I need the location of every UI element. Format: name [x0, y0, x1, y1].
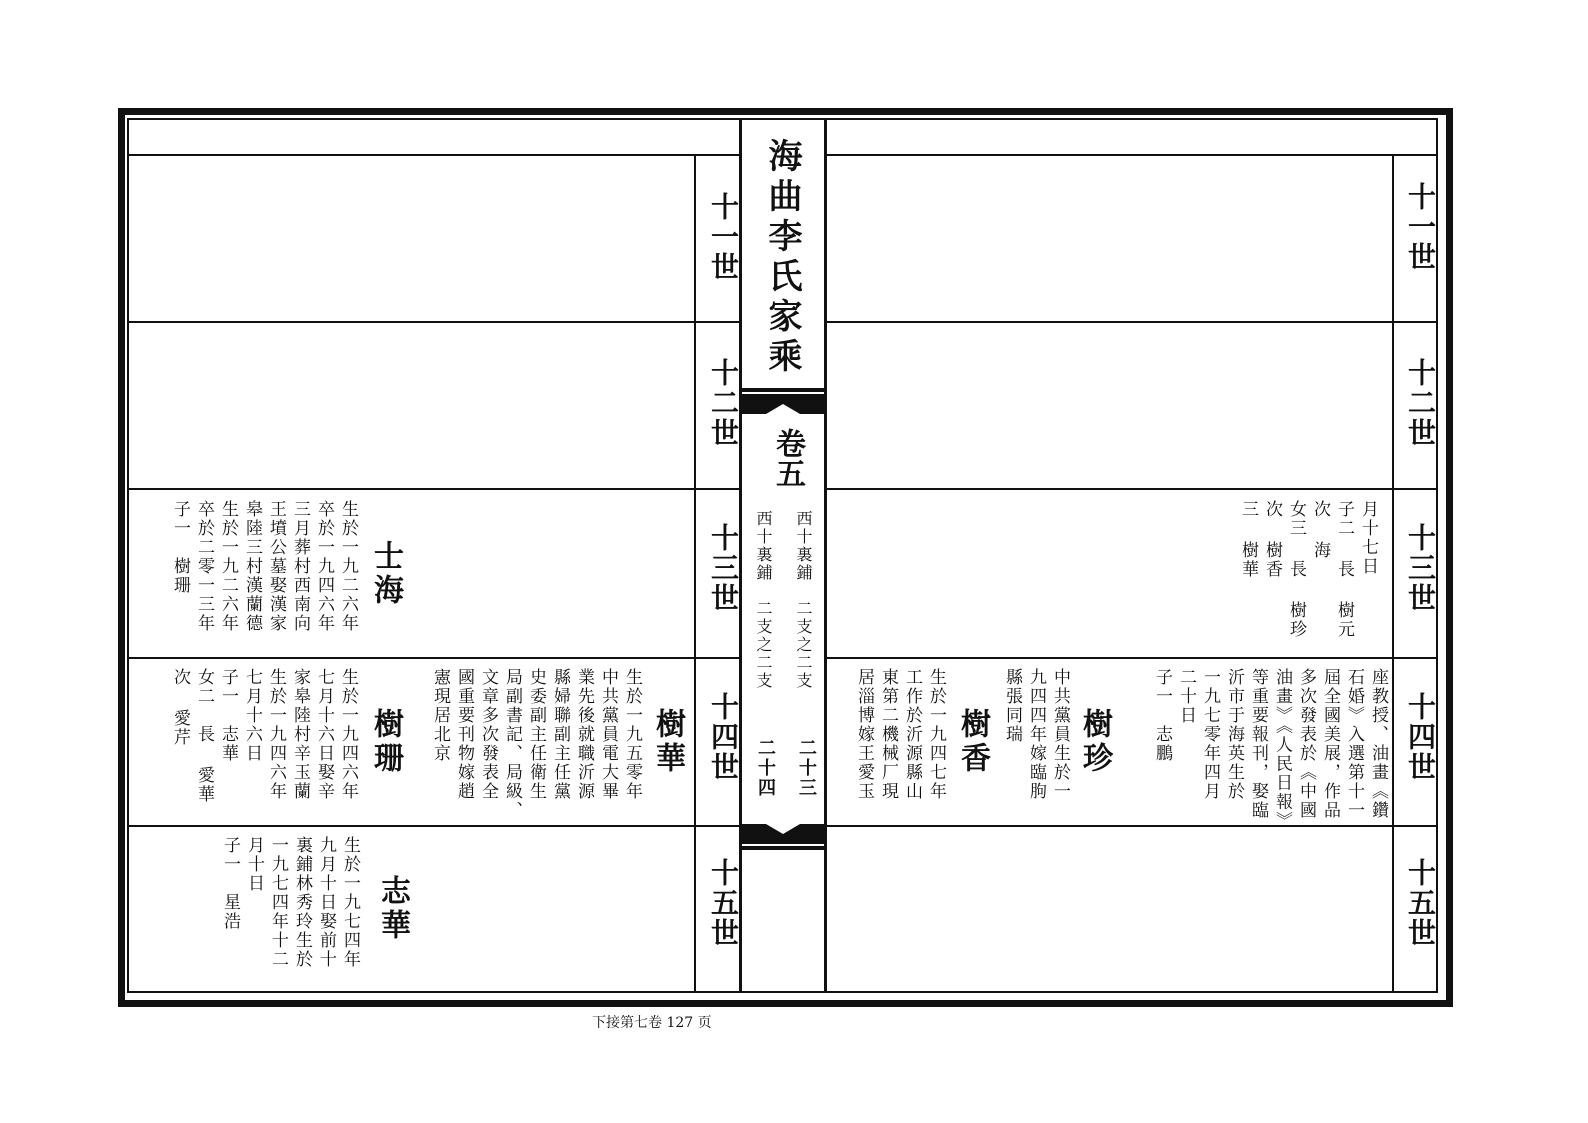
left-gen-11: 十一世 [707, 192, 740, 282]
spine-fishtail-bottom [742, 820, 824, 850]
branch-left-page: 二十四 [755, 738, 776, 798]
branch-right: 西十裏鋪 二支之二支 [794, 510, 813, 690]
left-row-line-3 [129, 657, 741, 659]
right-gen-14: 十四世 [1404, 692, 1437, 782]
right-row-line-2 [825, 488, 1437, 490]
branch-right-page: 二十三 [796, 738, 817, 798]
left-gen-15: 十五世 [707, 858, 740, 948]
right-gen-13: 十三世 [1404, 523, 1437, 613]
bio-line: 二十日 [1176, 668, 1196, 725]
page-footer: 下接第七卷 127 页 [592, 1015, 712, 1031]
right-gen-15: 十五世 [1404, 858, 1437, 948]
bio-line: 憲現居北京 [430, 668, 450, 763]
bio-line: 月十日 [244, 836, 264, 893]
person-name-shuhua: 樹華 [650, 708, 685, 776]
bio-line: 屆全國美展，作品 [1320, 668, 1340, 820]
bio-line: 子一 樹珊 [170, 500, 190, 595]
bio-line: 子一 星浩 [220, 836, 240, 931]
bio-line: 局副書記、局級、 [502, 668, 522, 820]
bio-line: 家皋陸村辛玉蘭 [290, 668, 310, 801]
bio-line: 三月葬村西南向 [290, 500, 310, 633]
person-name-shuxiang: 樹香 [955, 708, 990, 776]
right-gen-column-line [1392, 154, 1394, 993]
bio-line: 文章多次發表全 [478, 668, 498, 801]
book-title: 海曲李氏家乘 [762, 138, 802, 378]
bio-line: 生於一九四六年 [266, 668, 286, 801]
shuzhen-bio [1000, 668, 1072, 818]
left-header-line [129, 154, 741, 156]
bio-line: 沂市于海英生於 [1224, 668, 1244, 801]
right-row-line-1 [825, 321, 1437, 323]
bio-line: 生於一九四七年 [926, 668, 946, 801]
shuxiang-bio [852, 668, 948, 818]
right-header-line [825, 154, 1437, 156]
bio-line: 裏鋪林秀玲生於 [292, 836, 312, 969]
bio-line: 女二 長 愛華 [194, 668, 214, 804]
bio-line: 中共黨員生於一 [1050, 668, 1070, 801]
right-gen13-line: 次 樹香 [1262, 500, 1282, 579]
shuhua-bio [428, 668, 644, 818]
zhihua-bio [218, 836, 362, 986]
bio-line: 生於一九二六年 [218, 500, 238, 633]
left-gen-column-line [694, 154, 696, 993]
right-gen13-line: 女三 長 樹珍 [1286, 500, 1306, 639]
bio-line: 子一 志鵬 [1152, 668, 1172, 763]
spine-right-line [824, 118, 827, 993]
person-name-zhihua: 志華 [375, 875, 410, 943]
bio-line: 生於一九七四年 [340, 836, 360, 969]
bio-line: 一九七零年四月 [1200, 668, 1220, 801]
bio-line: 生於一九二六年 [338, 500, 358, 633]
bio-line: 工作於沂源縣山 [902, 668, 922, 801]
shushan-bio [168, 668, 360, 818]
bio-line: 九月十日娶前十 [316, 836, 336, 969]
left-row-line-4 [129, 825, 741, 827]
right-gen13-line: 三 樹華 [1238, 500, 1258, 579]
bio-line: 子一 志華 [218, 668, 238, 763]
right-row-line-3 [825, 657, 1437, 659]
bio-line: 縣婦聯副主任黨 [550, 668, 570, 801]
branch-left: 西十裏鋪 二支之二支 [754, 510, 773, 690]
right-row-line-4 [825, 825, 1437, 827]
bio-line: 皋陸三村漢蘭德 [242, 500, 262, 633]
bio-line: 居淄博嫁王愛玉 [854, 668, 874, 801]
bio-line: 次 愛芹 [170, 668, 190, 747]
volume-label: 卷五 [770, 428, 805, 488]
bio-line: 油畫》《人民日報》 [1272, 668, 1292, 831]
bio-line: 東第二機械厂現 [878, 668, 898, 801]
bio-line: 等重要報刊，娶臨 [1248, 668, 1268, 820]
right-gen13-text [1236, 500, 1380, 650]
left-row-line-1 [129, 321, 741, 323]
bio-line: 生於一九五零年 [622, 668, 642, 801]
shihai-bio [168, 500, 360, 650]
bio-line: 一九七四年十二 [268, 836, 288, 969]
shuzhen-continuation [1150, 668, 1390, 831]
bio-line: 史委副主任衛生 [526, 668, 546, 801]
left-gen-12: 十二世 [707, 358, 740, 448]
left-row-line-2 [129, 488, 741, 490]
bio-line: 九四四年嫁臨朐 [1026, 668, 1046, 801]
bio-line: 生於一九四六年 [338, 668, 358, 801]
bio-line: 中共黨員電大畢 [598, 668, 618, 801]
bio-line: 七月十六日娶辛 [314, 668, 334, 801]
right-gen13-line: 月十七日 [1358, 500, 1378, 576]
person-name-shuzhen: 樹珍 [1077, 708, 1112, 776]
bio-line: 座教授、油畫《鑽 [1368, 668, 1388, 820]
bio-line: 卒於一九四六年 [314, 500, 334, 633]
bio-line: 卒於二零一三年 [194, 500, 214, 633]
bio-line: 業先後就職沂源 [574, 668, 594, 801]
right-gen13-line: 次 海 [1310, 500, 1330, 560]
bio-line: 石婚》入選第十一 [1344, 668, 1364, 820]
right-gen-12: 十二世 [1404, 358, 1437, 448]
bio-line: 多次發表於《中國 [1296, 668, 1316, 820]
person-name-shihai: 士海 [368, 540, 403, 608]
spine-fishtail-top [742, 388, 824, 418]
left-gen-13: 十三世 [707, 523, 740, 613]
left-gen-14: 十四世 [707, 692, 740, 782]
bio-line: 七月十六日 [242, 668, 262, 763]
bio-line: 縣張同瑞 [1002, 668, 1022, 744]
person-name-shushan: 樹珊 [368, 708, 403, 776]
bio-line: 國重要刊物嫁趙 [454, 668, 474, 801]
bio-line: 王墳公墓娶漢家 [266, 500, 286, 633]
right-gen-11: 十一世 [1404, 182, 1437, 272]
right-gen13-line: 子二 長 樹元 [1334, 500, 1354, 639]
